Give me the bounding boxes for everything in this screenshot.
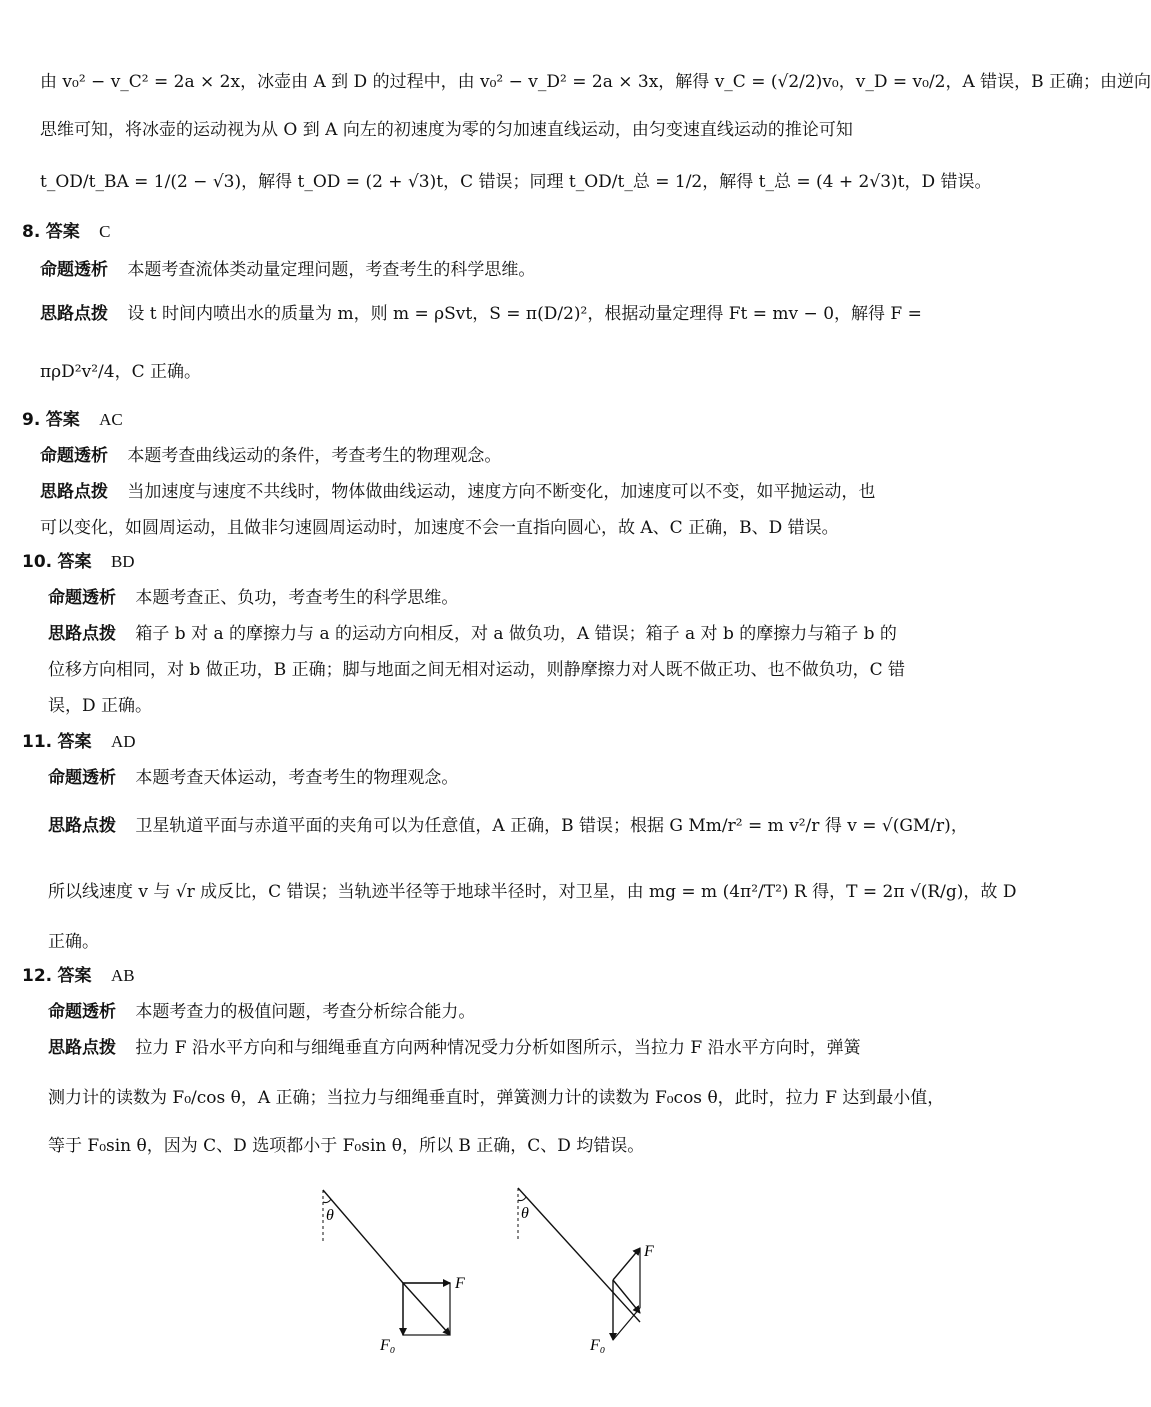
question-11-hint-line-2: 所以线速度 v 与 √r 成反比，C 错误；当轨迹半径等于地球半径时，对卫星，由 mg = m (4π²/T²) R 得，T = 2π √(R/g)，故 D [48,882,1017,902]
question-11-hint-line-3: 正确。 [48,932,99,952]
question-9-hint-row [40,480,875,504]
question-11-analysis: 本题考查天体运动，考查考生的物理观念。 [135,768,459,788]
resultant-force-arrow [403,1283,450,1335]
question-9-number: 9. [22,410,41,430]
question-10-number: 10. [22,552,53,572]
question-10-answer-label: 答案 [57,552,92,572]
question-12-answer-row [22,964,135,988]
question-10-hint-line-2: 位移方向相同，对 b 做正功，B 正确；脚与地面之间无相对运动，则静摩擦力对人既不做正功、也不做负功，C 错 [48,660,905,680]
question-8-number: 8. [22,222,41,242]
question-8-answer-label: 答案 [45,222,80,242]
question-8-analysis-row [40,258,535,282]
force-diagram-left [323,1190,465,1354]
question-11-analysis-row [48,766,458,790]
question-11-hint-label: 思路点拨 [48,816,116,836]
question-9-answer-label: 答案 [45,410,80,430]
question-10-hint-line-3: 误，D 正确。 [48,696,153,716]
question-8-answer: C [99,222,111,241]
string-line [518,1188,640,1322]
question-12-analysis: 本题考查力的极值问题，考查分析综合能力。 [135,1002,476,1022]
question-11-hint-line-1: 卫星轨道平面与赤道平面的夹角可以为任意值，A 正确，B 错误；根据 G Mm/r² = m v²/r 得 v = √(GM/r)， [135,816,968,836]
question-11-hint-row [48,814,968,838]
string-line [323,1190,403,1283]
question-10-analysis: 本题考查正、负功，考查考生的科学思维。 [135,588,459,608]
question-12-hint-line-1: 拉力 F 沿水平方向和与细绳垂直方向两种情况受力分析如图所示，当拉力 F 沿水平方向时，弹簧 [135,1038,861,1058]
force-label-f: F [455,1275,465,1292]
question-8-hint-line-1: 设 t 时间内喷出水的质量为 m，则 m = ρSvt，S = π(D/2)²，根据动量定理得 Ft = mv − 0，解得 F = [127,304,922,324]
question-10-analysis-label: 命题透析 [48,588,116,608]
question-10-hint-line-1: 箱子 b 对 a 的摩擦力与 a 的运动方向相反，对 a 做负功，A 错误；箱子 a 对 b 的摩擦力与箱子 b 的 [135,624,897,644]
weight-label-f0: F₀ [590,1337,606,1354]
question-12-answer: AB [110,966,135,985]
question-10-hint-row [48,622,897,646]
question-11-answer-label: 答案 [57,732,92,752]
continuation-line-1: 由 v₀² − v_C² = 2a × 2x，冰壶由 A 到 D 的过程中，由 v₀² − v_D² = 2a × 3x，解得 v_C = (√2/2)v₀，v_D = v₀/2，A 错误，B 正确；由逆向 [40,72,1151,92]
question-8-hint-row [40,302,922,326]
continuation-line-2: 思维可知，将冰壶的运动视为从 O 到 A 向左的初速度为零的匀加速直线运动，由匀变速直线运动的推论可知 [40,120,853,140]
question-8-analysis-label: 命题透析 [40,260,108,280]
angle-arc [323,1199,331,1203]
question-10-answer: BD [110,552,135,571]
question-8-analysis: 本题考查流体类动量定理问题，考查考生的科学思维。 [127,260,536,280]
question-12-hint-row [48,1036,861,1060]
question-12-answer-label: 答案 [57,966,92,986]
question-12-hint-label: 思路点拨 [48,1038,116,1058]
question-10-answer-row [22,550,135,574]
angle-label-theta: θ [326,1207,334,1224]
continuation-line-3: t_OD/t_BA = 1/(2 − √3)，解得 t_OD = (2 + √3)t，C 错误；同理 t_OD/t_总 = 1/2，解得 t_总 = (4 + 2√3)t，D 错误。 [40,172,992,192]
question-10-analysis-row [48,586,458,610]
question-12-analysis-row [48,1000,475,1024]
angle-arc [518,1197,526,1201]
parallelogram-side [613,1308,640,1340]
question-9-hint-line-2: 可以变化，如圆周运动，且做非匀速圆周运动时，加速度不会一直指向圆心，故 A、C 正确，B、D 错误。 [40,518,839,538]
question-9-answer: AC [99,410,123,429]
question-11-answer: AD [110,732,136,751]
force-diagram-figure [300,1180,680,1355]
question-9-answer-row [22,408,123,432]
question-12-number: 12. [22,966,53,986]
question-9-analysis-label: 命题透析 [40,446,108,466]
weight-label-f0: F₀ [380,1337,396,1354]
angle-label-theta: θ [521,1205,529,1222]
question-8-hint-label: 思路点拨 [40,304,108,324]
question-11-answer-row [22,730,136,754]
force-diagram-right [518,1188,654,1354]
question-11-number: 11. [22,732,53,752]
question-12-analysis-label: 命题透析 [48,1002,116,1022]
question-8-answer-row [22,220,110,244]
question-11-analysis-label: 命题透析 [48,768,116,788]
question-10-hint-label: 思路点拨 [48,624,116,644]
force-label-f: F [644,1243,654,1260]
question-12-hint-line-3: 等于 F₀sin θ，因为 C、D 选项都小于 F₀sin θ，所以 B 正确，C、D 均错误。 [48,1136,645,1156]
question-9-hint-line-1: 当加速度与速度不共线时，物体做曲线运动，速度方向不断变化，加速度可以不变，如平抛运动，也 [127,482,876,502]
question-9-analysis-row [40,444,501,468]
question-8-hint-line-2: πρD²v²/4，C 正确。 [40,362,201,382]
perpendicular-force-arrow [613,1248,640,1280]
question-9-analysis: 本题考查曲线运动的条件，考查考生的物理观念。 [127,446,502,466]
question-12-hint-line-2: 测力计的读数为 F₀/cos θ，A 正确；当拉力与细绳垂直时，弹簧测力计的读数为 F₀cos θ，此时，拉力 F 达到最小值， [48,1088,945,1108]
question-9-hint-label: 思路点拨 [40,482,108,502]
